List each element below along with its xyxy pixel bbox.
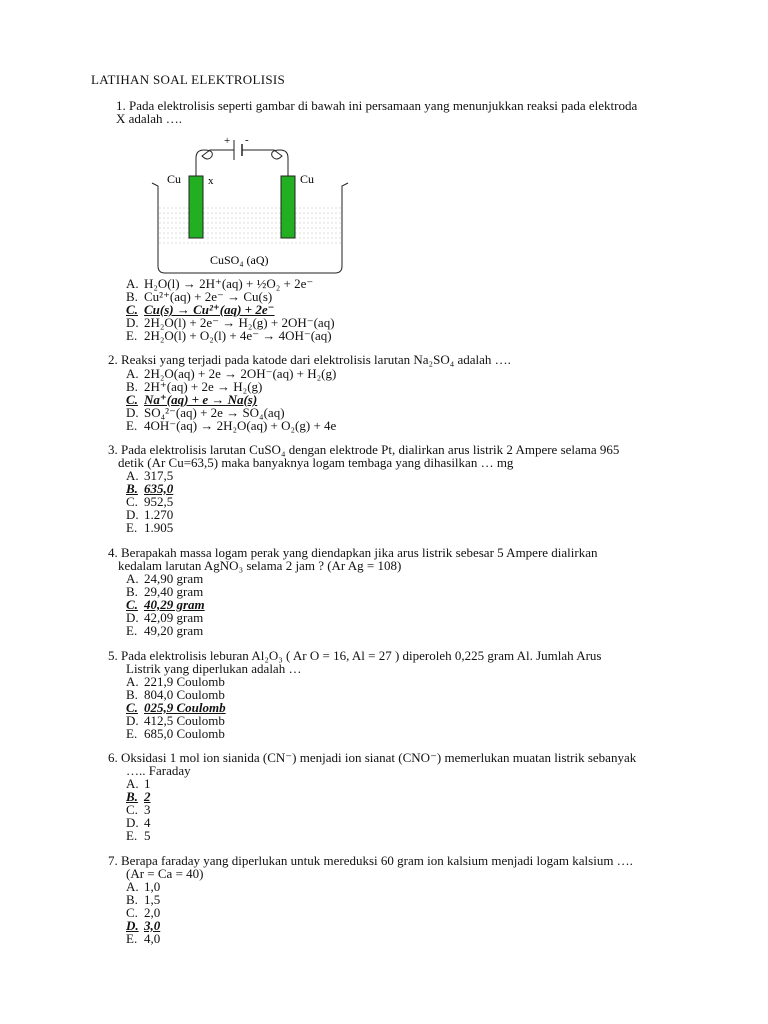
option-letter: D. [126,918,139,933]
option-text: 2H₂O(l) + O₂(l) + 4e⁻ → 4OH⁻(aq) [144,328,332,343]
option-letter: A. [126,468,139,483]
question-1 [116,99,637,125]
option-letter: A. [126,366,139,381]
option-text: 2 [144,789,151,804]
option-text: 317,5 [144,468,174,483]
electrolysis-diagram [150,128,350,276]
question-5-options [126,675,226,740]
option-letter: C. [126,494,138,509]
question-3-text-cont: detik (Ar Cu=63,5) maka banyaknya logam tembaga yang dihasilkan … mg [118,455,514,470]
option-text: 221,9 Coulomb [144,674,225,689]
q6-option-e [126,829,151,842]
option-text: 4 [144,815,151,830]
question-3 [108,443,619,469]
option-letter: C. [126,905,138,920]
option-letter: B. [126,892,138,907]
question-1-text: 1. Pada elektrolisis seperti gambar di bawah ini persamaan yang menunjukkan reaksi pada elektroda [116,98,638,113]
option-text: 2H₂O(l) + 2e⁻ → H₂(g) + 2OH⁻(aq) [144,315,335,330]
q3-option-e [126,521,173,534]
option-text: 1,0 [144,879,161,894]
option-letter: C. [126,302,138,317]
option-text: Na⁺(aq) + e → Na(s) [144,392,258,407]
q1-option-e [126,329,335,342]
option-letter: B. [126,687,138,702]
option-letter: C. [126,700,138,715]
option-letter: B. [126,289,138,304]
option-letter: A. [126,571,139,586]
option-text: 42,09 gram [144,610,204,625]
question-5-text: 5. Pada elektrolisis leburan Al₂O₃ ( Ar O = 16, Al = 27 ) diperoleh 0,225 gram Al. Jumlah Arus [108,648,602,663]
question-7-options [126,880,160,945]
option-text: Cu(s) → Cu²⁺(aq) + 2e⁻ [144,302,275,317]
option-text: 4,0 [144,931,161,946]
question-7-text-cont: (Ar = Ca = 40) [126,866,204,881]
q5-option-e [126,727,226,740]
q4-option-e [126,624,205,637]
option-letter: B. [126,379,138,394]
question-5 [108,649,601,675]
left-electrode [189,176,203,238]
left-electrode-label: Cu [167,172,182,186]
option-text: Cu²⁺(aq) + 2e⁻ → Cu(s) [144,289,273,304]
option-text: 3,0 [144,918,161,933]
option-text: 40,29 gram [144,597,205,612]
question-4-options [126,572,205,637]
option-text: 685,0 Coulomb [144,726,225,741]
option-text: 952,5 [144,494,174,509]
option-letter: A. [126,879,139,894]
option-letter: B. [126,789,138,804]
option-letter: E. [126,726,138,741]
question-4 [108,546,598,572]
option-text: 24,90 gram [144,571,204,586]
option-text: 635,0 [144,481,174,496]
option-letter: A. [126,776,139,791]
option-text: 29,40 gram [144,584,204,599]
option-text: SO₄²⁻(aq) + 2e → SO₄(aq) [144,405,285,420]
question-2-text: 2. Reaksi yang terjadi pada katode dari elektrolisis larutan Na₂SO₄ adalah …. [108,352,511,367]
option-text: H₂O(l) → 2H⁺(aq) + ½O₂ + 2e⁻ [144,276,314,291]
question-6-options [126,777,151,842]
option-text: 2H₂O(aq) + 2e → 2OH⁻(aq) + H₂(g) [144,366,337,381]
question-7-text: 7. Berapa faraday yang diperlukan untuk mereduksi 60 gram ion kalsium menjadi logam kalsium …. [108,853,633,868]
option-text: 3 [144,802,151,817]
question-2 [108,353,511,366]
plus-sign: + [224,135,231,147]
option-letter: B. [126,481,138,496]
question-6 [108,751,636,777]
option-letter: E. [126,418,138,433]
question-3-text: 3. Pada elektrolisis larutan CuSO₄ dengan elektrode Pt, dialirkan arus listrik 2 Ampere selama 965 [108,442,620,457]
solution-label: CuSO₄ (aQ) [210,253,269,267]
question-2-options [126,367,336,432]
option-letter: C. [126,597,138,612]
option-letter: D. [126,713,139,728]
option-letter: D. [126,405,139,420]
question-4-text-cont: kedalam larutan AgNO₃ selama 2 jam ? (Ar Ag = 108) [118,558,402,573]
option-letter: A. [126,276,139,291]
x-label: x [208,175,214,187]
question-7 [108,854,633,880]
option-letter: E. [126,623,138,638]
option-letter: D. [126,610,139,625]
option-letter: D. [126,315,139,330]
option-letter: A. [126,674,139,689]
q7-option-e [126,932,160,945]
option-letter: D. [126,815,139,830]
option-text: 1 [144,776,151,791]
option-letter: E. [126,828,138,843]
minus-sign: - [245,134,249,146]
question-4-text: 4. Berapakah massa logam perak yang diendapkan jika arus listrik sebesar 5 Ampere dialirkan [108,545,598,560]
option-text: 412,5 Coulomb [144,713,225,728]
question-1-text-cont: X adalah …. [116,111,183,126]
page-title: LATIHAN SOAL ELEKTROLISIS [91,72,286,87]
option-text: 1.270 [144,507,174,522]
option-text: 4OH⁻(aq) → 2H₂O(aq) + O₂(g) + 4e [144,418,337,433]
q2-option-e [126,419,336,432]
option-letter: E. [126,328,138,343]
option-letter: C. [126,802,138,817]
question-5-text-cont: Listrik yang diperlukan adalah … [126,661,302,676]
right-electrode-label: Cu [300,172,315,186]
option-letter: E. [126,931,138,946]
option-text: 2H⁺(aq) + 2e → H₂(g) [144,379,263,394]
option-letter: D. [126,507,139,522]
option-text: 804,0 Coulomb [144,687,225,702]
question-1-options [126,277,335,342]
question-6-text: 6. Oksidasi 1 mol ion sianida (CN⁻) menjadi ion sianat (CNO⁻) memerlukan muatan listrik sebanyak [108,750,637,765]
question-3-options [126,469,173,534]
option-text: 49,20 gram [144,623,204,638]
question-6-text-cont: ….. Faraday [126,763,191,778]
option-text: 1,5 [144,892,161,907]
option-text: 025,9 Coulomb [144,700,226,715]
option-text: 1.905 [144,520,174,535]
option-text: 5 [144,828,151,843]
option-text: 2,0 [144,905,161,920]
right-electrode [281,176,295,238]
option-letter: B. [126,584,138,599]
option-letter: E. [126,520,138,535]
option-letter: C. [126,392,138,407]
